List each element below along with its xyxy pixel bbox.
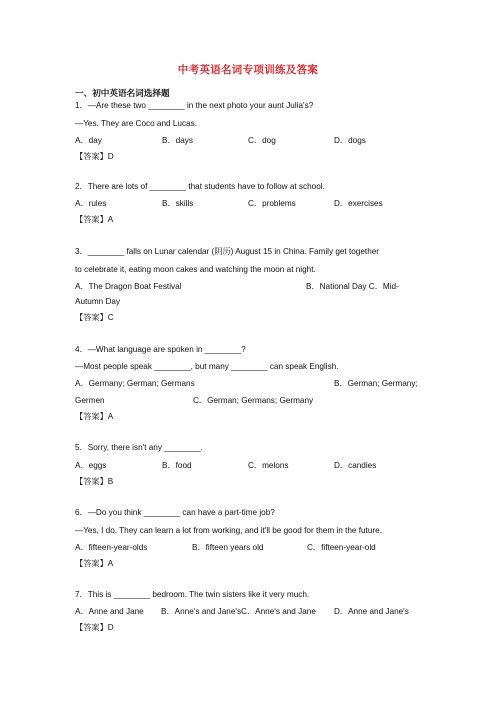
question-2-option-d: D．exercises xyxy=(334,199,383,208)
question-4-option-c: C．German; Germans; Germany xyxy=(193,396,314,405)
question-3-answer: 【答案】C xyxy=(75,313,114,322)
question-3-stem-2: to celebrate it, eating moon cakes and watching the moon at night. xyxy=(75,265,316,274)
question-4-option-b-continued: Germen xyxy=(75,396,105,405)
question-3-stem-1: 3．________ falls on Lunar calendar (阴历) August 15 in China. Family get together xyxy=(75,247,380,256)
question-7-answer: 【答案】D xyxy=(75,623,114,632)
question-1-answer: 【答案】D xyxy=(75,152,114,161)
question-1-option-d: D．dogs xyxy=(334,136,366,145)
question-6-stem-1: 6．—Do you think ________ can have a part-time job? xyxy=(75,508,275,517)
question-3-option-b: B．National Day C．Mid- xyxy=(306,282,399,291)
question-6-option-a: A．fifteen-year-olds xyxy=(75,543,148,552)
question-1-option-c: C．dog xyxy=(248,136,276,145)
question-5-answer: 【答案】B xyxy=(75,477,114,486)
question-1-option-a: A．day xyxy=(75,136,102,145)
question-2-stem-1: 2．There are lots of ________ that students have to follow at school. xyxy=(75,182,325,191)
question-6-answer: 【答案】A xyxy=(75,559,114,568)
question-4-option-a: A．Germany; German; Germans xyxy=(75,379,195,388)
question-1-option-b: B．days xyxy=(162,136,193,145)
question-2-option-c: C．problems xyxy=(248,199,296,208)
question-5-stem-1: 5．Sorry, there isn't any ________. xyxy=(75,443,203,452)
question-6-stem-2: —Yes, I do. They can learn a lot from working, and it'll be good for them in the future. xyxy=(75,526,382,535)
question-1-stem-1: 1．—Are these two ________ in the next photo your aunt Julia's? xyxy=(75,101,314,110)
question-6-option-c: C．fifteen-year-old xyxy=(307,543,376,552)
question-4-stem-2: —Most people speak ________, but many ________ can speak English. xyxy=(75,362,339,371)
question-7-option-b-c: B．Anne's and Jane'sC．Anne's and Jane xyxy=(161,607,316,616)
question-5-option-a: A．eggs xyxy=(75,461,107,470)
question-7-stem-1: 7．This is ________ bedroom. The twin sisters like it very much. xyxy=(75,590,310,599)
question-2-answer: 【答案】A xyxy=(75,215,114,224)
question-1-stem-2: —Yes. They are Coco and Lucas. xyxy=(75,119,197,128)
document-title: 中考英语名词专项训练及答案 xyxy=(177,64,319,76)
section-heading: 一、初中英语名词选择题 xyxy=(75,88,170,98)
question-4-answer: 【答案】A xyxy=(75,412,114,421)
question-7-option-a: A．Anne and Jane xyxy=(75,607,144,616)
question-2-option-a: A．rules xyxy=(75,199,107,208)
question-3-option-c-continued: Autumn Day xyxy=(75,297,121,306)
question-5-option-d: D．candies xyxy=(334,461,377,470)
question-5-option-c: C．melons xyxy=(248,461,289,470)
question-5-option-b: B．food xyxy=(162,461,192,470)
question-6-option-b: B．fifteen years old xyxy=(192,543,264,552)
question-2-option-b: B．skills xyxy=(162,199,194,208)
question-4-option-b: B．German; Germany; xyxy=(334,379,418,388)
question-7-option-d: D．Anne and Jane's xyxy=(334,607,409,616)
question-4-stem-1: 4．—What language are spoken in ________? xyxy=(75,345,246,354)
question-3-option-a: A．The Dragon Boat Festival xyxy=(75,282,182,291)
